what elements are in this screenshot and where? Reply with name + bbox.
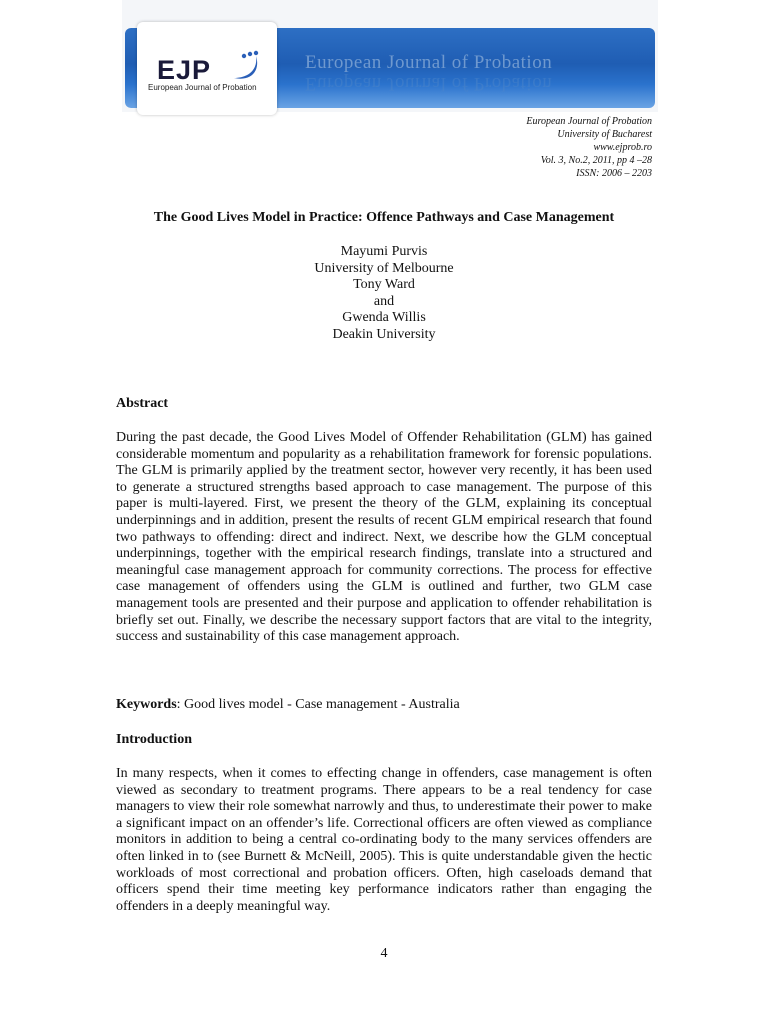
banner-title-reflection: European Journal of Probation [305, 73, 553, 94]
journal-info [526, 115, 652, 180]
abstract-heading: Abstract [116, 396, 169, 411]
abstract-text: During the past decade, the Good Lives Model of Offender Rehabilitation (GLM) has gained considerable momentum and popularity as a rehabilitation framework for forensic populations. The GLM is primarily applied by the treatment sector, however very recently, it has been used to generate a structured strengths based approach to case management. The purpose of this paper is multi-layered. First, we present the theory of the GLM, explaining its conceptual underpinnings and in addition, present the results of recent GLM empirical research that found two pathways to offending: direct and indirect. Next, we describe how the GLM conceptual underpinnings, together with the empirical research findings, translate into a structured and meaningful case management approach for community corrections. The process for effective case management of offenders using the GLM is outlined and further, two GLM case management tools are presented and their purpose and application to offender rehabilitation is briefly set out. Finally, we describe the necessary support factors that are vital to the integrity, success and sustainability of this case management approach. [116, 430, 652, 645]
logo-text: EJP [157, 55, 212, 85]
author-line: Gwenda Willis [342, 310, 426, 326]
paper-title: The Good Lives Model in Practice: Offence Pathways and Case Management [153, 210, 615, 225]
keywords-text: : Good lives model - Case management - Australia [176, 697, 460, 712]
banner-title: European Journal of Probation [305, 52, 553, 73]
introduction-heading: Introduction [116, 732, 192, 747]
logo-swoosh-icon [226, 48, 266, 88]
author-line: Mayumi Purvis [340, 244, 428, 259]
journal-university: University of Bucharest [557, 129, 652, 140]
journal-issn: ISSN: 2006 – 2203 [576, 168, 652, 179]
journal-volume: Vol. 3, No.2, 2011, pp 4 –28 [540, 155, 652, 166]
logo-subtitle: European Journal of Probation [148, 83, 257, 92]
journal-name: European Journal of Probation [526, 116, 652, 127]
author-line: University of Melbourne [314, 260, 454, 276]
author-list [116, 244, 652, 344]
page-number: 4 [380, 946, 388, 961]
journal-website: www.ejprob.ro [593, 142, 652, 153]
author-line: Tony Ward [353, 277, 415, 293]
author-line: and [373, 293, 395, 309]
author-line: Deakin University [332, 326, 436, 342]
keywords-label: Keywords [116, 697, 177, 712]
introduction-text: In many respects, when it comes to effecting change in offenders, case management is often viewed as secondary to treatment programs. There appears to be a real tendency for case managers to view their role somewhat narrowly and thus, to underestimate their power to make a significant impact on an offender’s life. Correctional officers are often viewed as compliance monitors in addition to being a central co-ordinating body to the many services offenders are often linked in to (see Burnett & McNeill, 2005). This is quite understandable given the hectic workloads of most correctional and probation officers. Often, high caseloads demand that officers spend their time meeting key performance indicators rather than engaging the offenders in a deeply meaningful way. [116, 766, 652, 914]
keywords [116, 697, 652, 713]
